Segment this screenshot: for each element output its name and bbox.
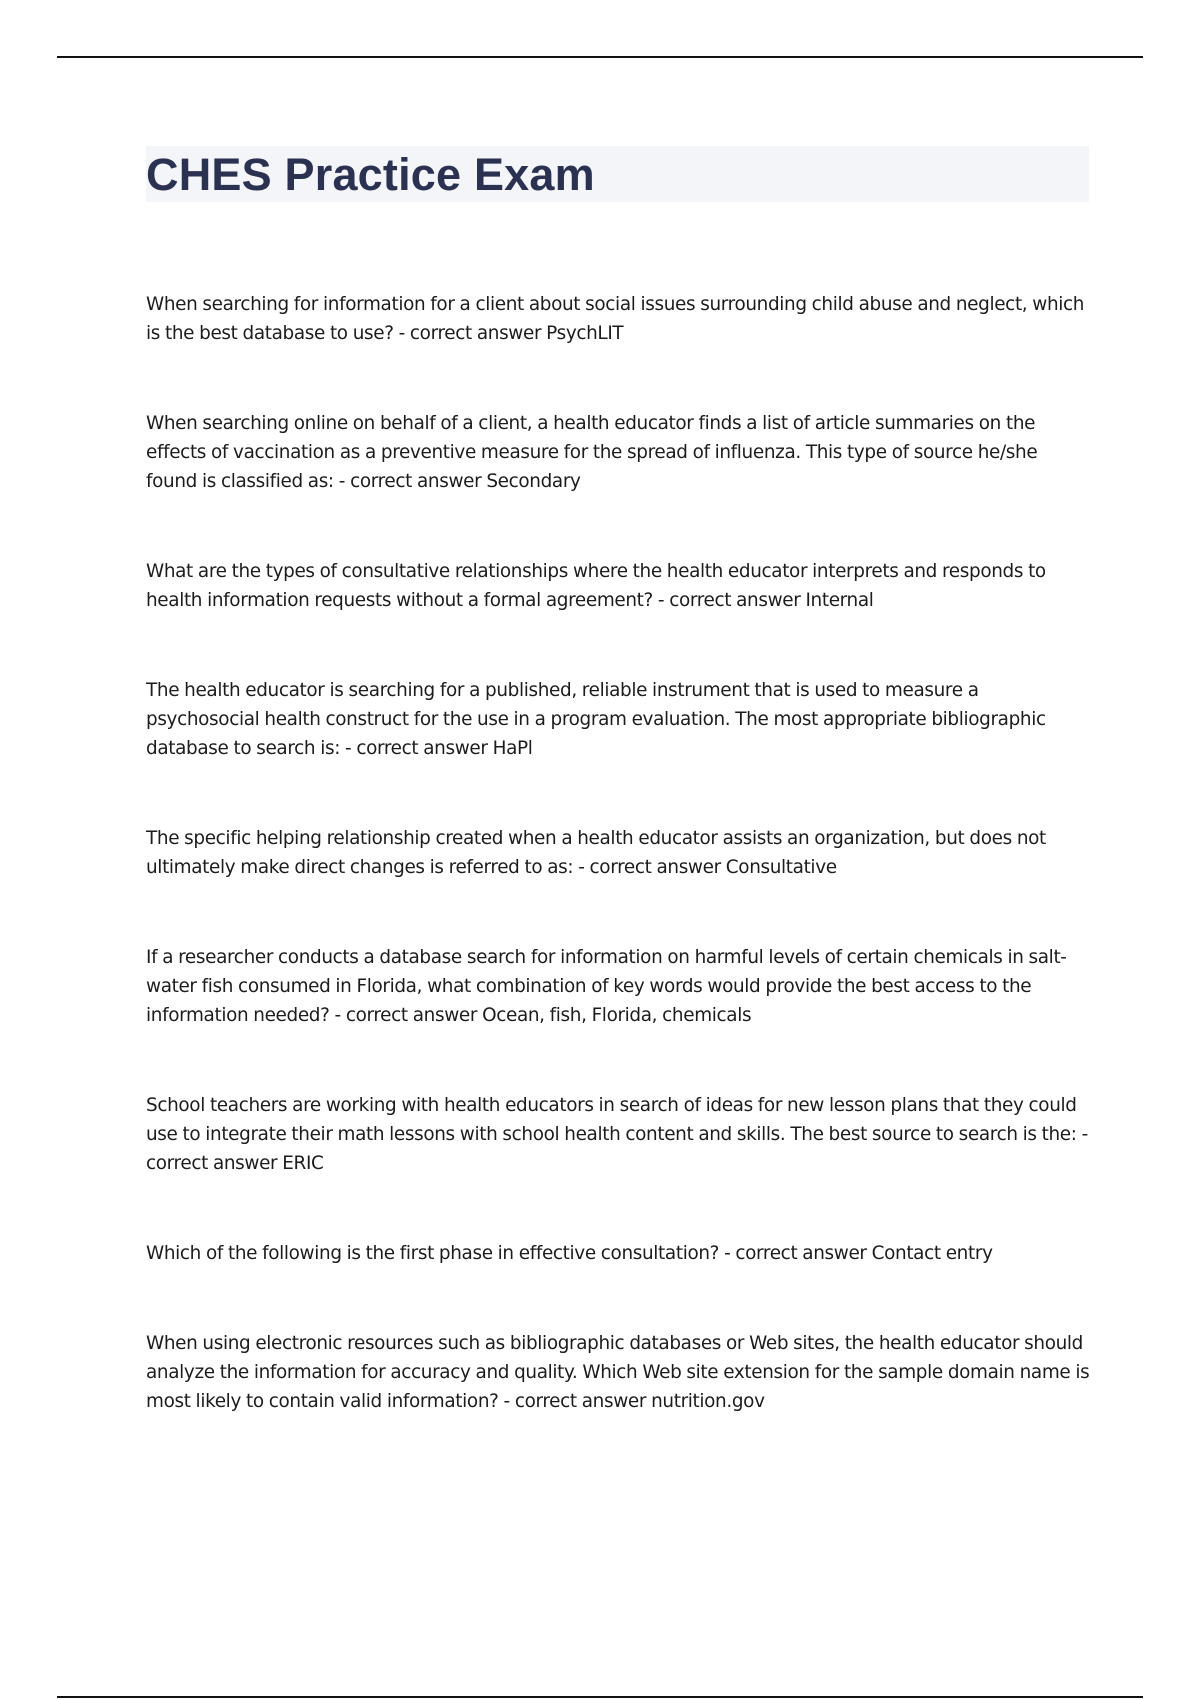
qa-item bbox=[146, 676, 1091, 763]
qa-item bbox=[146, 290, 1091, 348]
question-text: What are the types of consultative relationships where the health educator interprets and responds to health information requests without a formal agreement? bbox=[146, 561, 1046, 611]
answer-label: correct answer bbox=[356, 738, 488, 759]
answer-label: correct answer bbox=[669, 590, 801, 611]
answer-text: Secondary bbox=[486, 471, 581, 492]
question-text: If a researcher conducts a database search for information on harmful levels of certain chemicals in salt-water fish consumed in Florida, what combination of key words would provide the best access to the information needed? bbox=[146, 947, 1067, 1026]
question-text: School teachers are working with health educators in search of ideas for new lesson plans that they could use to integrate their math lessons with school health content and skills. The best source to search is the: bbox=[146, 1095, 1077, 1145]
answer-text: Contact entry bbox=[871, 1243, 993, 1264]
question-text: Which of the following is the first phase in effective consultation? bbox=[146, 1243, 720, 1264]
question-text: The specific helping relationship created when a health educator assists an organization, but does not ultimately make direct changes is referred to as: bbox=[146, 828, 1046, 878]
answer-text: nutrition.gov bbox=[651, 1391, 765, 1412]
question-text: When searching for information for a client about social issues surrounding child abuse and neglect, which is the best database to use? bbox=[146, 294, 1085, 344]
qa-item bbox=[146, 824, 1091, 882]
answer-text: Internal bbox=[805, 590, 874, 611]
separator: - bbox=[573, 857, 590, 878]
answer-text: PsychLIT bbox=[546, 323, 624, 344]
answer-text: ERIC bbox=[282, 1153, 324, 1174]
answer-label: correct answer bbox=[146, 1153, 278, 1174]
answer-text: Ocean, fish, Florida, chemicals bbox=[482, 1005, 752, 1026]
answer-label: correct answer bbox=[345, 1005, 478, 1026]
answer-text: HaPl bbox=[492, 738, 533, 759]
separator: - bbox=[393, 323, 410, 344]
answer-text: Consultative bbox=[725, 857, 837, 878]
qa-item bbox=[146, 409, 1091, 496]
qa-item bbox=[146, 557, 1091, 615]
answer-label: correct answer bbox=[350, 471, 482, 492]
question-text: When searching online on behalf of a client, a health educator finds a list of article summaries on the effects of vaccination as a preventive measure for the spread of influenza. This type of source he/she found is classified as: bbox=[146, 413, 1038, 492]
bottom-rule bbox=[57, 1696, 1143, 1698]
separator: - bbox=[329, 1005, 346, 1026]
answer-label: correct answer bbox=[409, 323, 542, 344]
qa-item bbox=[146, 1329, 1091, 1416]
page-title: CHES Practice Exam bbox=[146, 148, 595, 200]
answer-label: correct answer bbox=[735, 1243, 867, 1264]
separator: - bbox=[340, 738, 357, 759]
question-text: The health educator is searching for a published, reliable instrument that is used to measure a psychosocial health construct for the use in a program evaluation. The most appropriate bibliographic database to search is: bbox=[146, 680, 1046, 759]
separator: - bbox=[1076, 1124, 1088, 1145]
separator: - bbox=[652, 590, 670, 611]
qa-item bbox=[146, 1239, 1091, 1268]
title-banner bbox=[146, 146, 1089, 202]
qa-list bbox=[146, 290, 1091, 1416]
separator: - bbox=[719, 1243, 736, 1264]
top-rule bbox=[57, 56, 1143, 58]
separator: - bbox=[498, 1391, 515, 1412]
qa-item bbox=[146, 1091, 1091, 1178]
separator: - bbox=[333, 471, 351, 492]
answer-label: correct answer bbox=[589, 857, 721, 878]
answer-label: correct answer bbox=[514, 1391, 647, 1412]
question-text: When using electronic resources such as bibliographic databases or Web sites, the health educator should analyze the information for accuracy and quality. Which Web site extension for the sample domain name is most likely to contain valid information? bbox=[146, 1333, 1090, 1412]
qa-item bbox=[146, 943, 1091, 1030]
